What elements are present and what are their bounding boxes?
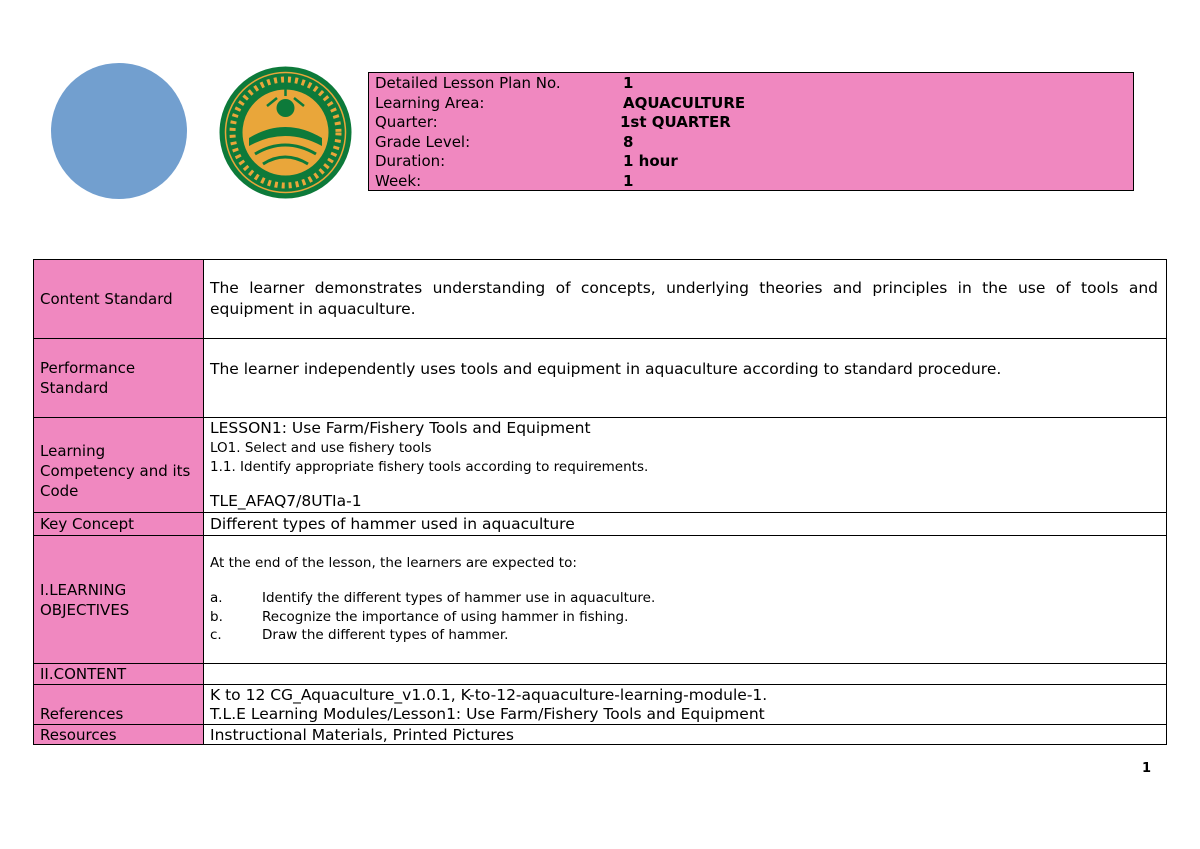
learning-objectives-label: I.LEARNING OBJECTIVES — [34, 536, 204, 664]
content-standard-label: Content Standard — [34, 260, 204, 339]
objective-marker: a. — [210, 590, 223, 607]
objective-item — [210, 608, 1158, 627]
content-label: II.CONTENT — [34, 664, 204, 685]
row-learning-competency — [34, 418, 1167, 513]
header-label: Grade Level: — [375, 132, 471, 151]
header-value: 1 — [623, 74, 634, 92]
header-value: 1st QUARTER — [620, 113, 731, 132]
objectives-intro: At the end of the lesson, the learners are expected to: — [210, 555, 577, 572]
learning-competency-label: Learning Competency and its Code — [34, 418, 204, 513]
row-resources — [34, 725, 1167, 745]
learning-outcome: LO1. Select and use fishery tools — [210, 440, 432, 456]
competency-item: 1.1. Identify appropriate fishery tools according to requirements. — [210, 459, 649, 475]
row-performance-standard — [34, 339, 1167, 418]
header-label: Detailed Lesson Plan No. — [375, 74, 561, 92]
objective-item — [210, 589, 1158, 608]
header-row-learning-area — [375, 94, 1133, 114]
objective-text: Identify the different types of hammer use in aquaculture. — [262, 590, 656, 607]
header-row-duration — [375, 152, 1133, 172]
performance-standard-text: The learner independently uses tools and equipment in aquaculture according to standard procedure. — [204, 339, 1167, 418]
header-label: Duration: — [375, 152, 446, 171]
competency-code: TLE_AFAQ7/8UTIa-1 — [210, 492, 362, 510]
performance-standard-label: Performance Standard — [34, 339, 204, 418]
header-row-quarter — [375, 113, 1133, 133]
reference-line: T.L.E Learning Modules/Lesson1: Use Farm/Fishery Tools and Equipment — [210, 704, 765, 723]
lesson-title: LESSON1: Use Farm/Fishery Tools and Equipment — [210, 419, 591, 437]
key-concept-text: Different types of hammer used in aquaculture — [204, 513, 1167, 536]
objective-item — [210, 626, 1158, 645]
row-learning-objectives — [34, 536, 1167, 664]
school-seal-icon — [219, 66, 352, 199]
objective-marker: b. — [210, 608, 223, 625]
header-label: Week: — [375, 171, 422, 190]
page-number: 1 — [1142, 761, 1152, 776]
header-value: 1 hour — [623, 152, 678, 171]
header-row-lesson-plan — [375, 74, 1133, 94]
reference-line: K to 12 CG_Aquaculture_v1.0.1, K-to-12-aquaculture-learning-module-1. — [210, 685, 768, 704]
row-content — [34, 664, 1167, 685]
references-label: References — [34, 685, 204, 725]
row-content-standard — [34, 260, 1167, 339]
header-row-week — [375, 172, 1133, 192]
header-value: 1 — [623, 171, 634, 190]
row-key-concept — [34, 513, 1167, 536]
references-cell — [204, 685, 1167, 725]
row-references — [34, 685, 1167, 725]
key-concept-label: Key Concept — [34, 513, 204, 536]
lesson-header-box — [368, 72, 1134, 191]
header-value: 8 — [623, 132, 634, 151]
learning-objectives-cell — [204, 536, 1167, 664]
learning-competency-cell — [204, 418, 1167, 513]
content-text — [204, 664, 1167, 685]
header-row-grade-level — [375, 133, 1133, 153]
objective-text: Recognize the importance of using hammer in fishing. — [262, 608, 629, 625]
blue-circle-logo-icon — [51, 63, 187, 199]
resources-text: Instructional Materials, Printed Pictures — [204, 725, 1167, 745]
header-label: Quarter: — [375, 113, 438, 132]
header-label: Learning Area: — [375, 93, 485, 112]
content-standard-text: The learner demonstrates understanding of concepts, underlying theories and principles in the use of tools and equipment in aquaculture. — [204, 260, 1167, 339]
objective-marker: c. — [210, 627, 222, 644]
objective-text: Draw the different types of hammer. — [262, 627, 509, 644]
header-value: AQUACULTURE — [623, 93, 746, 112]
lesson-plan-table — [33, 259, 1167, 745]
resources-label: Resources — [34, 725, 204, 745]
